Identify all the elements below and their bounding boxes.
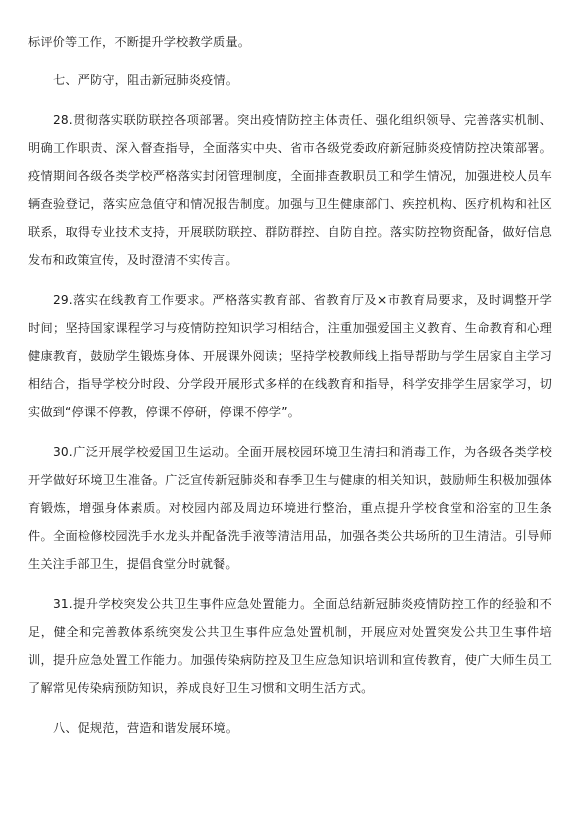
paragraph-item-31: 31.提升学校突发公共卫生事件应急处置能力。全面总结新冠肺炎疫情防控工作的经验和不足，健全和完善教体系统突发公共卫生事件应急处置机制，开展应对处置突发公共卫生事件培训，提升应急处置工作能力。加强传染病防控及卫生应急知识培训和宣传教育，使广大师生员工了解常见传染病预防知识，养成良好卫生习惯和文明生活方式。 <box>28 597 552 695</box>
paragraph-item-28: 28.贯彻落实联防联控各项部署。突出疫情防控主体责任、强化组织领导、完善落实机制、明确工作职责、深入督查指导，全面落实中央、省市各级党委政府新冠肺炎疫情防控决策部署。疫情期间各级各类学校严格落实封闭管理制度，全面排查教职员工和学生情况，加强进校人员车辆查验登记，落实应急值守和情况报告制度。加强与卫生健康部门、疾控机构、医疗机构和社区联系，取得专业技术支持，开展联防联控、群防群控、自防自控。落实防控物资配备，做好信息发布和政策宣传，及时澄清不实传言。 <box>28 113 552 267</box>
paragraph-item-30: 30.广泛开展学校爱国卫生运动。全面开展校园环境卫生清扫和消毒工作，为各级各类学校开学做好环境卫生准备。广泛宣传新冠肺炎和春季卫生与健康的相关知识，鼓励师生积极加强体育锻炼，增强身体素质。对校园内部及周边环境进行整治，重点提升学校食堂和浴室的卫生条件。全面检修校园洗手水龙头并配备洗手液等清洁用品，加强各类公共场所的卫生清洁。引导师生关注手部卫生，提倡食堂分时就餐。 <box>28 445 552 571</box>
section-8-heading: 八、促规范，营造和谐发展环境。 <box>53 721 239 735</box>
paragraph-item-29: 29.落实在线教育工作要求。严格落实教育部、省教育厅及×市教育局要求，及时调整开学时间；坚持国家课程学习与疫情防控知识学习相结合，注重加强爱国主义教育、生命教育和心理健康教育，鼓励学生锻炼身体、开展课外阅读；坚持学校教师线上指导帮助与学生居家自主学习相结合，指导学校分时段、分学段开展形式多样的在线教育和指导，科学安排学生居家学习，切实做到“停课不停教，停课不停研，停课不停学”。 <box>28 293 552 419</box>
section-7-heading: 七、严防守，阻击新冠肺炎疫情。 <box>53 73 239 87</box>
continuation-text: 标评价等工作，不断提升学校教学质量。 <box>28 35 251 49</box>
